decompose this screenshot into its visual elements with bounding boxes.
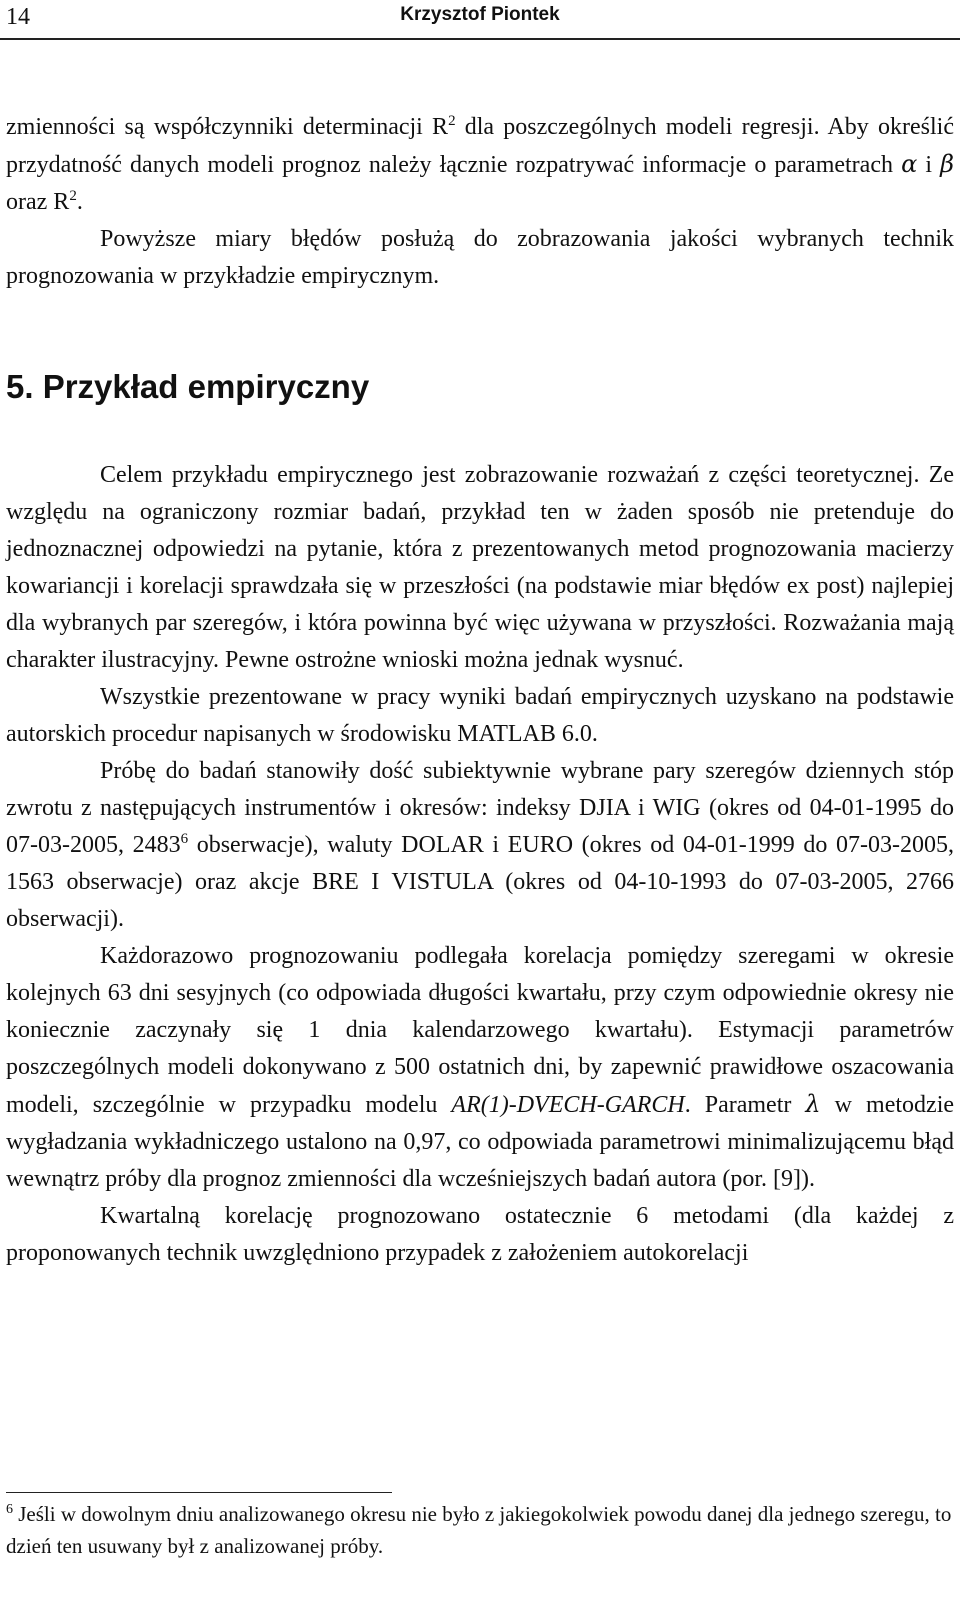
paragraph-6-text-c: w metodzie wygładzania wykładniczego ustalono na 0,97, co odpowiada parametrowi minimalizującemu błąd wewnątrz próby dla prognoz zmienności dla wcześniejszych badań autora (por. [9]). bbox=[6, 1092, 955, 1192]
paragraph-1-text-a: zmienności są współczynniki determinacji R bbox=[6, 114, 449, 140]
footnote bbox=[6, 1498, 954, 1562]
footnote-text: Jeśli w dowolnym dniu analizowanego okresu nie było z jakiegokolwiek powodu danej dla jednego szeregu, to dzień ten usuwany był z analizowanej próby. bbox=[6, 1502, 952, 1558]
paragraph-5-text-a: Próbę do badań stanowiły dość subiektywnie wybrane pary szeregów dziennych stóp zwrotu z następujących instrumentów i okresów: indeksy DJIA i WIG (okres od 04-01-1995 do 07-03-2005, 2483 bbox=[6, 758, 954, 858]
model-name: AR(1)-DVECH-GARCH bbox=[451, 1092, 685, 1118]
paragraph-1-text-c: i bbox=[917, 152, 941, 178]
superscript-2: 2 bbox=[69, 188, 77, 204]
body-main bbox=[6, 457, 954, 1272]
footnote-reference: 6 bbox=[180, 831, 189, 847]
paragraph-6 bbox=[6, 938, 954, 1198]
lambda-symbol: λ bbox=[805, 1090, 821, 1118]
paragraph-4: Wszystkie prezentowane w pracy wyniki badań empirycznych uzyskano na podstawie autorskich procedur napisanych w środowisku MATLAB 6.0. bbox=[6, 684, 954, 747]
footnote-mark: 6 bbox=[6, 1502, 13, 1517]
paragraph-2: Powyższe miary błędów posłużą do zobrazowania jakości wybranych technik prognozowania w przykładzie empirycznym. bbox=[6, 226, 954, 289]
paragraph-1 bbox=[6, 109, 954, 221]
section-heading: 5. Przykład empiryczny bbox=[6, 368, 370, 405]
superscript-2: 2 bbox=[448, 113, 456, 129]
footnote-divider bbox=[6, 1492, 392, 1493]
paragraph-5 bbox=[6, 753, 954, 938]
running-header bbox=[0, 0, 960, 40]
alpha-symbol: α bbox=[901, 150, 918, 178]
body-top bbox=[6, 109, 954, 295]
paragraph-6-text-b: . Parametr bbox=[684, 1092, 806, 1118]
paragraph-6-text-a: Każdorazowo prognozowaniu podlegała korelacja pomiędzy szeregami w okresie kolejnych 63 dni sesyjnych (co odpowiada długości kwartału, przy czym odpowiednie okresy nie koniecznie zaczynały się 1 dnia kalendarzowego kwartału). Estymacji parametrów poszczególnych modeli dokonywano z 500 ostatnich dni, by zapewnić prawidłowe oszacowania modeli, szczególnie w przypadku modelu bbox=[6, 943, 954, 1118]
page-number: 14 bbox=[6, 4, 30, 30]
paragraph-3: Celem przykładu empirycznego jest zobrazowanie rozważań z części teoretycznej. Ze względu na ograniczony rozmiar badań, przykład ten w żaden sposób nie pretenduje do jednoznacznej odpowiedzi na pytanie, która z prezentowanych metod prognozowania macierzy kowariancji i korelacji sprawdzała się w przeszłości (na podstawie miar błędów ex post) najlepiej dla wybranych par szeregów, i która powinna być więc używana w przyszłości. Rozważania mają charakter ilustracyjny. Pewne ostrożne wnioski można jednak wysnuć. bbox=[6, 462, 954, 673]
paragraph-7: Kwartalną korelację prognozowano ostatecznie 6 metodami (dla każdej z proponowanych technik uwzględniono przypadek z założeniem autokorelacji bbox=[6, 1203, 954, 1266]
running-header-author: Krzysztof Piontek bbox=[400, 4, 560, 25]
paragraph-1-text-b: dla poszczególnych modeli regresji. Aby określić przydatność danych modeli prognoz należy łącznie rozpatrywać informacje o parametrach bbox=[6, 114, 954, 178]
paragraph-1-text-d: oraz R bbox=[6, 189, 70, 215]
beta-symbol: β bbox=[940, 150, 954, 178]
paragraph-1-text-e: . bbox=[76, 189, 83, 215]
paragraph-5-text-b: obserwacje), waluty DOLAR i EURO (okres od 04-01-1999 do 07-03-2005, 1563 obserwacje) oraz akcje BRE I VISTULA (okres od 04-10-1993 do 07-03-2005, 2766 obserwacji). bbox=[6, 832, 954, 932]
